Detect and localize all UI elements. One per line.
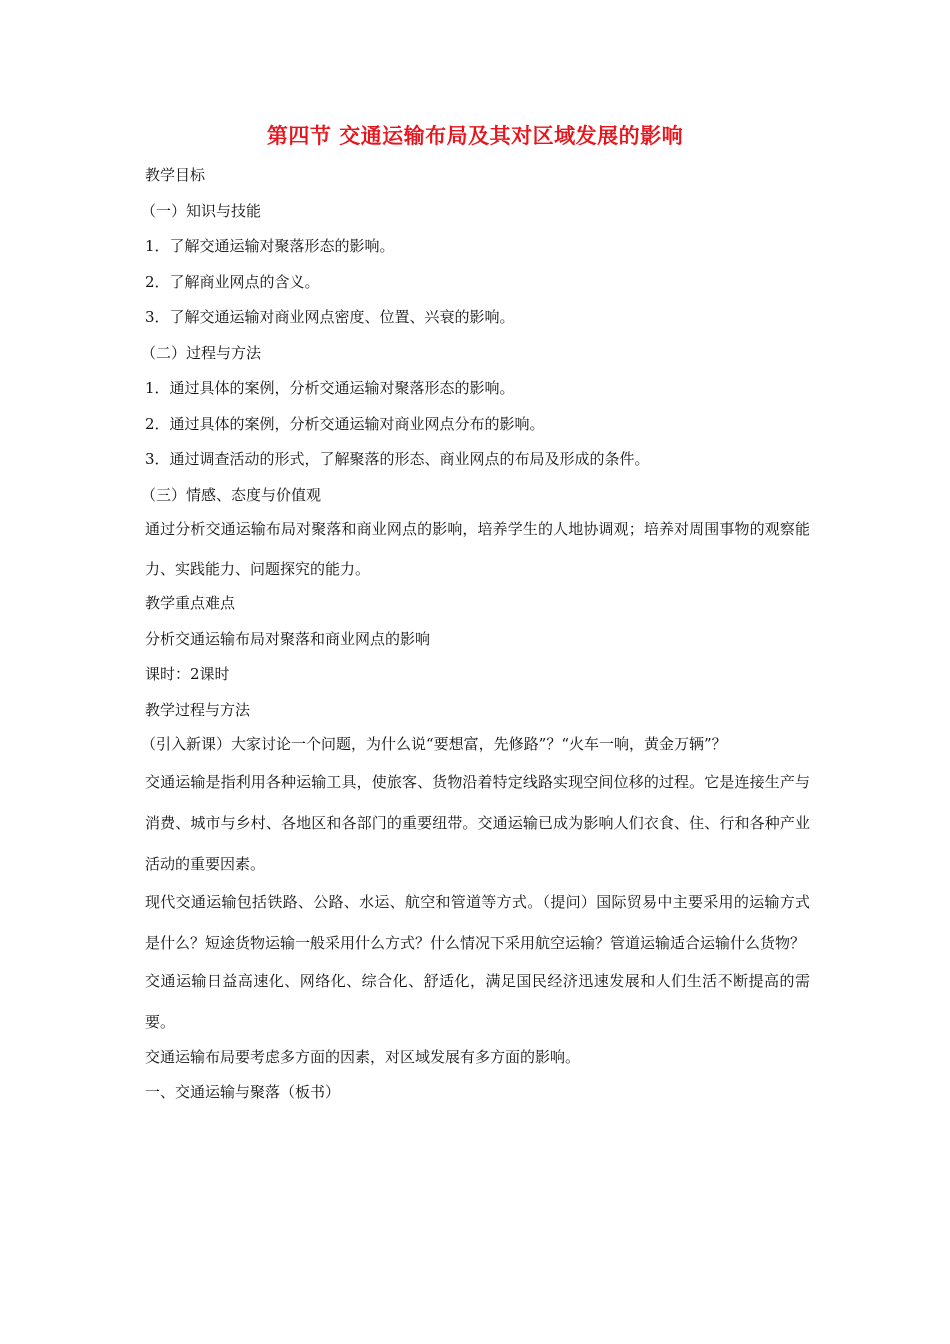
paragraph-modes: 现代交通运输包括铁路、公路、水运、航空和管道等方式。（提问）国际贸易中主要采用的运输方式是什么？短途货物运输一般采用什么方式？什么情况下采用航空运输？管道运输适合运输什么货物？: [145, 892, 810, 952]
list-item: 1．通过具体的案例，分析交通运输对聚落形态的影响。: [145, 379, 515, 397]
section-heading-one: 一、交通运输与聚落（板书）: [145, 1083, 341, 1101]
paragraph-layout: 交通运输布局要考虑多方面的因素，对区域发展有多方面的影响。: [145, 1047, 581, 1066]
heading-teaching-goals: 教学目标: [145, 166, 206, 184]
list-item: 3．通过调查活动的形式，了解聚落的形态、商业网点的布局及形成的条件。: [145, 450, 650, 468]
document-body: [141, 158, 810, 1111]
list-item: 2．了解商业网点的含义。: [145, 272, 320, 291]
paragraph-values: 通过分析交通运输布局对聚落和商业网点的影响，培养学生的人地协调观；培养对周围事物的观察能力、实践能力、问题探究的能力。: [145, 520, 810, 578]
paragraph-trend: 交通运输日益高速化、网络化、综合化、舒适化，满足国民经济迅速发展和人们生活不断提高的需要。: [145, 971, 810, 1031]
list-item: 1．了解交通运输对聚落形态的影响。: [145, 237, 395, 255]
subheading-values: （三）情感、态度与价值观: [141, 485, 322, 504]
list-item: 3．了解交通运输对商业网点密度、位置、兴衰的影响。: [145, 308, 515, 326]
class-hours: 课时：2课时: [145, 665, 230, 683]
heading-process: 教学过程与方法: [145, 700, 251, 719]
paragraph-definition: 交通运输是指利用各种运输工具，使旅客、货物沿着特定线路实现空间位移的过程。它是连接生产与消费、城市与乡村、各地区和各部门的重要纽带。交通运输已成为影响人们衣食、住、行和各种产业活动的重要因素。: [145, 772, 810, 873]
paragraph-intro: （引入新课）大家讨论一个问题，为什么说“要想富，先修路”？“火车一响，黄金万辆”？: [141, 735, 727, 753]
page-title: 第四节 交通运输布局及其对区域发展的影响: [266, 124, 684, 148]
key-points-text: 分析交通运输布局对聚落和商业网点的影响: [145, 629, 431, 648]
heading-key-points: 教学重点难点: [145, 594, 236, 612]
subheading-process-methods: （二）过程与方法: [141, 343, 262, 362]
list-item: 2．通过具体的案例，分析交通运输对商业网点分布的影响。: [145, 414, 545, 433]
subheading-knowledge-skills: （一）知识与技能: [141, 201, 262, 220]
